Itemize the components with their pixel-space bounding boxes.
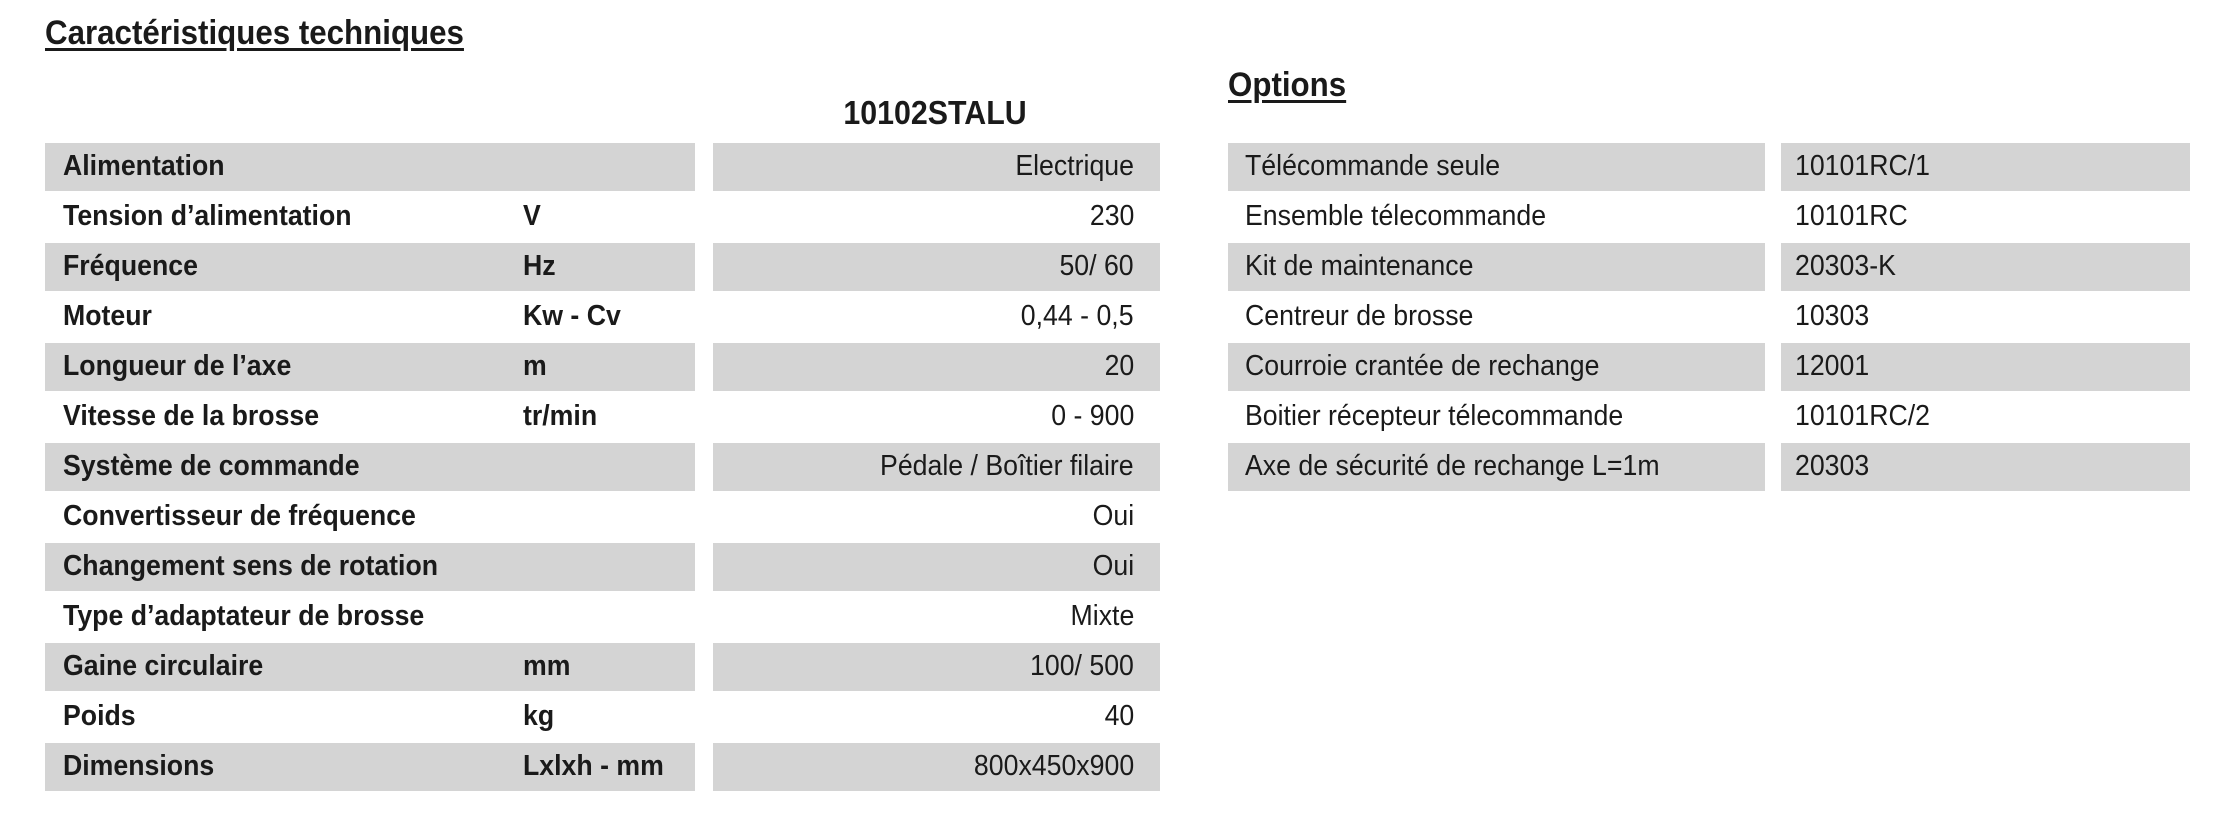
spec-label: Convertisseur de fréquence — [63, 500, 416, 532]
spec-value: Oui — [713, 543, 1160, 591]
option-label: Axe de sécurité de rechange L=1m — [1228, 443, 1765, 491]
option-code: 12001 — [1781, 343, 2190, 391]
spec-row — [45, 193, 1160, 243]
spec-unit: Lxlxh - mm — [523, 750, 664, 782]
spec-row — [45, 743, 1160, 793]
model-header: 10102STALU — [843, 94, 1027, 131]
spec-label: Fréquence — [45, 243, 695, 291]
spec-value: 800x450x900 — [713, 743, 1160, 791]
spec-label: Dimensions — [45, 743, 695, 791]
spec-value: Mixte — [1070, 600, 1134, 632]
spec-value: 100/ 500 — [713, 643, 1160, 691]
spec-value: Oui — [1092, 500, 1134, 532]
options-table — [1228, 143, 2190, 493]
option-row — [1228, 343, 2190, 393]
spec-value: 0,44 - 0,5 — [1021, 300, 1134, 332]
spec-row — [45, 643, 1160, 693]
option-code: 10101RC — [1795, 200, 1908, 232]
option-code: 20303-K — [1781, 243, 2190, 291]
spec-unit: V — [523, 200, 541, 232]
spec-row — [45, 543, 1160, 593]
option-code: 10101RC/1 — [1781, 143, 2190, 191]
spec-label: Changement sens de rotation — [45, 543, 695, 591]
spec-unit: tr/min — [523, 400, 598, 432]
spec-unit: mm — [523, 650, 571, 682]
spec-row — [45, 343, 1160, 393]
spec-label: Longueur de l’axe — [45, 343, 695, 391]
spec-value: 50/ 60 — [713, 243, 1160, 291]
spec-label: Gaine circulaire — [45, 643, 695, 691]
spec-unit: Kw - Cv — [523, 300, 621, 332]
option-label: Kit de maintenance — [1228, 243, 1765, 291]
spec-label: Tension d’alimentation — [63, 200, 352, 232]
spec-row — [45, 593, 1160, 643]
option-row — [1228, 293, 2190, 343]
spec-value: 230 — [1089, 200, 1134, 232]
spec-value: Electrique — [713, 143, 1160, 191]
spec-value: 20 — [713, 343, 1160, 391]
spec-unit: kg — [523, 700, 555, 732]
option-label: Télécommande seule — [1228, 143, 1765, 191]
spec-row — [45, 443, 1160, 493]
option-row — [1228, 143, 2190, 193]
spec-unit: Hz — [523, 250, 556, 282]
option-row — [1228, 193, 2190, 243]
spec-label: Poids — [63, 700, 136, 732]
spec-value: 40 — [1104, 700, 1134, 732]
option-row — [1228, 243, 2190, 293]
specs-table — [45, 143, 1160, 793]
spec-value: 0 - 900 — [1050, 400, 1134, 432]
spec-label: Vitesse de la brosse — [63, 400, 320, 432]
spec-row — [45, 693, 1160, 743]
spec-label: Alimentation — [45, 143, 695, 191]
options-title: Options — [1228, 66, 1347, 104]
spec-unit: m — [523, 350, 547, 382]
spec-row — [45, 393, 1160, 443]
option-label: Boitier récepteur télecommande — [1245, 400, 1624, 432]
option-label: Courroie crantée de rechange — [1228, 343, 1765, 391]
spec-label: Système de commande — [45, 443, 695, 491]
option-code: 10303 — [1795, 300, 1870, 332]
spec-row — [45, 243, 1160, 293]
spec-label: Type d’adaptateur de brosse — [63, 600, 425, 632]
spec-row — [45, 493, 1160, 543]
option-row — [1228, 443, 2190, 493]
spec-value: Pédale / Boîtier filaire — [713, 443, 1160, 491]
spec-label: Moteur — [63, 300, 152, 332]
spec-row — [45, 143, 1160, 193]
specs-title: Caractéristiques techniques — [45, 14, 464, 52]
option-label: Centreur de brosse — [1245, 300, 1474, 332]
option-code: 20303 — [1781, 443, 2190, 491]
spec-row — [45, 293, 1160, 343]
option-row — [1228, 393, 2190, 443]
option-code: 10101RC/2 — [1795, 400, 1930, 432]
option-label: Ensemble télecommande — [1245, 200, 1547, 232]
